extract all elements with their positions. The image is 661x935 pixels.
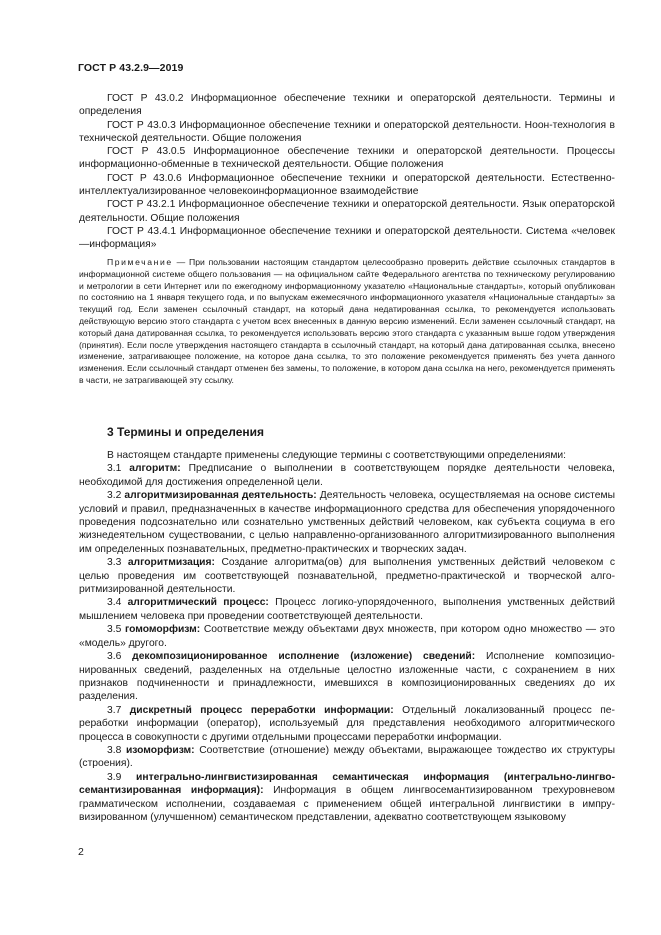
term-number: 3.8	[107, 744, 122, 756]
term-name: алгоритмизация:	[127, 557, 215, 569]
term-definition: Процесс логико-упорядоченного, выполнения умственных действий мышлением человека при проведении соответствующей деятельности.	[79, 597, 615, 622]
section-intro: В настоящем стандарте применены следующие термины с соответствующими определениями:	[107, 450, 567, 461]
term-definition: Предписание о выполнении в соответствующем порядке деятельности человека, необходимой для достижения определенной цели.	[79, 463, 615, 488]
reference-item: ГОСТ Р 43.0.6 Информационное обеспечение техники и операторской деятельности. Естественно-интеллектуализированное человекоинформационное взаимодействие	[79, 172, 615, 198]
term-number: 3.1	[107, 463, 122, 475]
term-definition: Соответствие (отношение) между объектами, выражающее тождество их структуры (строения).	[79, 744, 615, 770]
term-entry	[79, 744, 615, 771]
term-number: 3.4	[107, 597, 122, 609]
term-name: декомпозиционированное исполнение (изложение) сведений:	[132, 651, 476, 663]
term-name: алгоритм:	[129, 463, 181, 475]
term-entry	[79, 462, 615, 489]
reference-item: ГОСТ Р 43.2.1 Информационное обеспечение техники и операторской деятельности. Язык операторской деятельности. Общие положения	[79, 199, 615, 224]
term-entry	[79, 704, 615, 744]
document-header: ГОСТ Р 43.2.9—2019	[78, 62, 184, 74]
term-definition: Отдельный локализованный процесс переработки информации (оператор), используемый для представления необходимого алгоритмического процесса в совокупности с другими отдельными процессами переработки информации.	[79, 704, 615, 743]
term-name: дискретный процесс переработки информации:	[129, 704, 394, 716]
term-definition: Соответствие между объектами двух множеств, при котором одно множество — это «модель» другого.	[79, 624, 615, 649]
term-definition: Исполнение композиционированных сведений, разделенных на отдельные целостно изложенные части, с сохранением в них признаков подчиненности и принадлежности, имевшихся в композиционированных сведениях до их разделения.	[79, 651, 615, 703]
term-entry	[79, 623, 615, 650]
note-text: — При пользовании настоящим стандартом целесообразно проверить действие ссылочных стандартов в информационной системе общего пользования — на официальном сайте Федерального агентства по техническому регулированию и метрологии в сети Интернет или по ежегодному информационному указателю «Национальные стандарты», который опубликован по состоянию на 1 января текущего года, и по выпускам ежемесячного информационного указателя «Национальные стандарты» за текущий год. Если заменен ссылочный стандарт, на который дана недатированная ссылка, то рекомендуется использовать действующую версию этого стандарта с учетом всех внесенных в данную версию изменений. Если заменен ссылочный стандарт, на который дана датированная ссылка, то рекомендуется использовать версию этого стандарта с указанным выше годом утверждения (принятия). Если после утверждения настоящего стандарта в ссылочный стандарт, на который дана датированная ссылка, внесено изменение, затрагивающее положение, на которое дана ссылка, то это положение рекомендуется применять без учета данного изменения. Если ссылочный стандарт отменен без замены, то положение, в котором дана ссылка на него, рекомендуется применять в части, не затрагивающей эту ссылку.	[79, 257, 615, 385]
references-list	[79, 92, 615, 252]
term-name: изоморфизм:	[125, 744, 195, 756]
reference-item: ГОСТ Р 43.4.1 Информационное обеспечение техники и операторской деятельности. Система «человек—информация»	[79, 225, 615, 251]
term-name: алгоритмизированная деятельность:	[124, 490, 317, 502]
page-number: 2	[78, 846, 84, 858]
term-entry	[79, 596, 615, 623]
term-name: гомоморфизм:	[124, 624, 201, 636]
reference-item: ГОСТ Р 43.0.2 Информационное обеспечение техники и операторской деятельности. Термины и определения	[79, 93, 615, 118]
term-definition: Информация в общем лингвосемантизированном трехуровневом грамматическом исполнении, создаваемая с применением общей интегральной лингвистики в импрувизированном (улучшенном) семантическом представлении, адекватно соответствующем языковому	[79, 785, 616, 823]
term-entry	[79, 556, 615, 596]
note-label: Примечание	[107, 257, 173, 267]
terms-list	[79, 449, 615, 824]
term-number: 3.7	[107, 704, 122, 716]
term-name: алгоритмический процесс:	[127, 597, 269, 609]
term-entry	[79, 771, 615, 825]
term-number: 3.6	[107, 651, 122, 663]
term-definition: Деятельность человека, осуществляемая на основе системы условий и правил, предназначенных в качестве информационного средства для обеспечения упорядоченного проведения подсознательно или сознательно умственных действий человеком, как субъекта социума в его жизнедеятельном существовании, с целью направленно-организованного алгоритмизированного выполнения им определенных познавательных, предметно-практических и творческих задач.	[79, 490, 615, 555]
reference-item: ГОСТ Р 43.0.3 Информационное обеспечение техники и операторской деятельности. Ноон-технология в технической деятельности. Общие положения	[79, 119, 615, 144]
term-entry	[79, 489, 615, 556]
term-entry	[79, 650, 615, 704]
term-definition: Создание алгоритма(ов) для выполнения умственных действий человеком с целью проведения им соответствующей познавательной, предметно-практической и творческой алгоритмизированной деятельности.	[79, 557, 615, 596]
term-number: 3.2	[107, 490, 122, 502]
reference-item: ГОСТ Р 43.0.5 Информационное обеспечение техники и операторской деятельности. Процессы информационно-обменные в технической деятельности. Общие положения	[79, 146, 615, 171]
section-title: 3 Термины и определения	[107, 425, 265, 439]
term-name: интегрально-лингвистизированная семантическая информация (интегрально-лингвосемантизированная информация):	[79, 771, 615, 797]
term-number: 3.9	[107, 771, 122, 783]
term-number: 3.5	[107, 624, 122, 636]
term-number: 3.3	[107, 557, 122, 569]
note-block	[79, 257, 615, 387]
